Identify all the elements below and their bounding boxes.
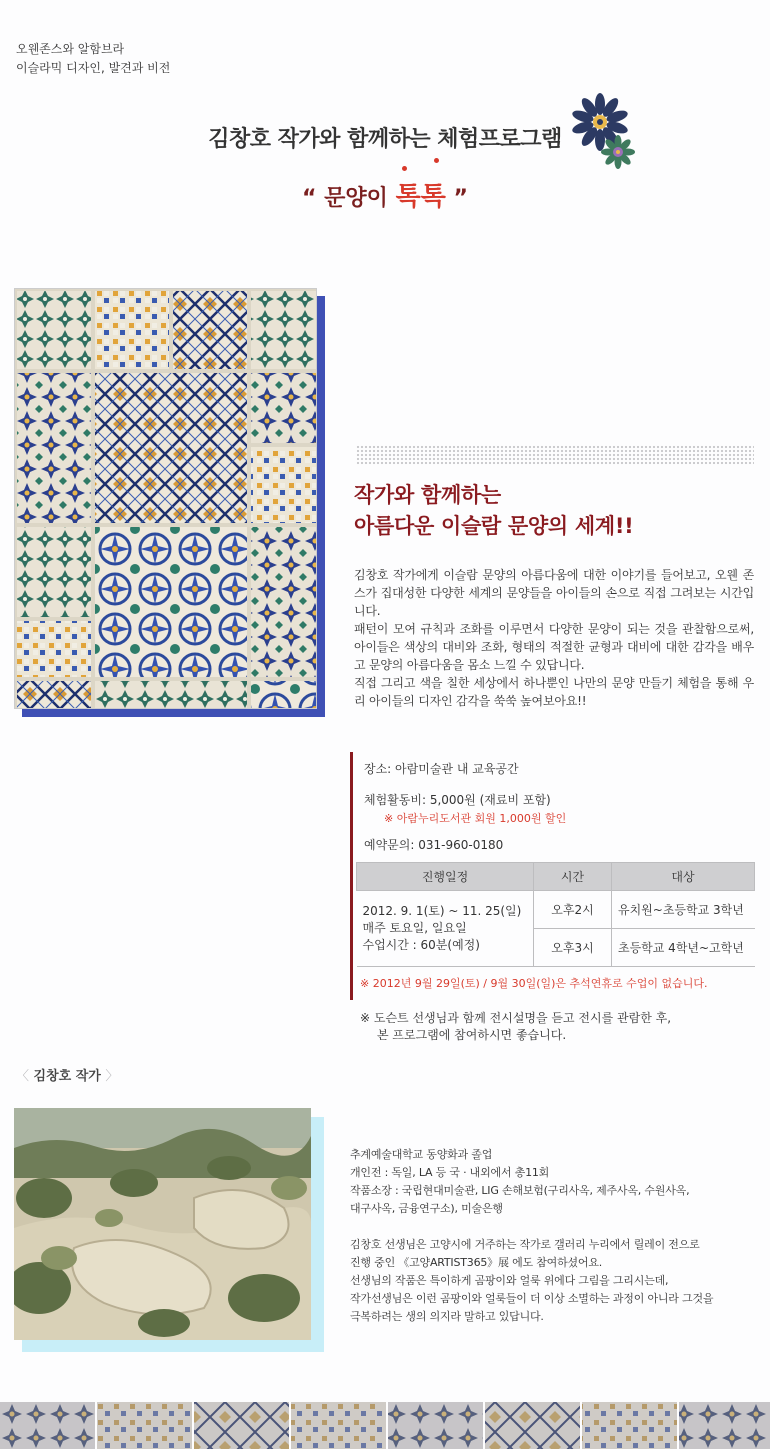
- schedule-table: [356, 862, 755, 967]
- artist-heading: [16, 1065, 118, 1084]
- accent-dot-icon: [434, 158, 439, 163]
- info-accent-bar: [350, 752, 353, 1000]
- story-line: 진행 중인 《고양ARTIST365》展 에도 참여하셨어요.: [350, 1256, 603, 1269]
- accent-dot-icon: [402, 166, 407, 171]
- intro-paragraph: 직접 그리고 색을 칠한 세상에서 하나뿐인 나만의 문양 만들기 체험을 통해 우리 아이들의 디자인 감각을 쑥쑥 높여보아요!!: [354, 676, 754, 708]
- subtitle-line-2: 이슬라믹 디자인, 발견과 비전: [16, 61, 171, 75]
- bio-line: 추계예술대학교 동양화과 졸업: [350, 1148, 493, 1161]
- table-row: [357, 891, 755, 929]
- subtitle-line-1: 오웬존스와 알함브라: [16, 42, 125, 56]
- artist-name: 김창호 작가: [33, 1069, 101, 1084]
- info-place: 장소: 아람미술관 내 교육공간: [364, 762, 519, 776]
- quote-close: ”: [453, 186, 468, 211]
- story-line: 극복하려는 생의 의지라 말하고 있답니다.: [350, 1310, 544, 1323]
- exhibition-subtitle: [16, 40, 170, 78]
- schedule-header-row: [357, 863, 755, 891]
- period-line: 매주 토요일, 일요일: [362, 921, 467, 935]
- slogan-text: 문양이: [324, 186, 388, 211]
- info-fee: 체험활동비: 5,000원 (재료비 포함): [364, 793, 551, 807]
- dotted-divider: [356, 445, 754, 465]
- quote-open: “: [302, 186, 317, 211]
- holiday-notice: ※ 2012년 9월 29일(토) / 9월 30일(일)은 추석연휴로 수업이 없습니다.: [360, 977, 708, 990]
- page-title: 김창호 작가와 함께하는 체험프로그램: [208, 127, 562, 152]
- schedule-period: [357, 891, 534, 967]
- story-line: 선생님의 작품은 특이하게 곰팡이와 얼룩 위에다 그림을 그리시는데,: [350, 1274, 669, 1287]
- info-fee-note: ※ 아람누리도서관 회원 1,000원 할인: [384, 812, 567, 825]
- period-line: 2012. 9. 1(토) ~ 11. 25(일): [362, 904, 522, 918]
- chevron-left-icon: 〈: [16, 1069, 30, 1084]
- schedule-time: 오후2시: [534, 891, 612, 929]
- schedule-time: 오후3시: [534, 929, 612, 967]
- slogan-accent-text: 톡톡: [395, 182, 446, 212]
- heading-line-2: 아름다운 이슬람 문양의 세계!!: [354, 514, 634, 538]
- bio-line: 대구사옥, 금융연구소), 미술은행: [350, 1202, 503, 1215]
- slogan-accent: [396, 176, 446, 213]
- story-line: 김창호 선생님은 고양시에 거주하는 작가로 갤러리 누리에서 릴레이 전으로: [350, 1238, 700, 1251]
- bio-line: 개인전 : 독일, LA 등 국 · 내외에서 총11회: [350, 1166, 550, 1179]
- program-slogan: [0, 176, 770, 213]
- docent-line-1: ※ 도슨트 선생님과 함께 전시설명을 듣고 전시를 관람한 후,: [360, 1011, 672, 1025]
- chevron-right-icon: 〉: [105, 1069, 119, 1084]
- docent-notice: [360, 1010, 671, 1044]
- islamic-tile-image: [14, 288, 317, 709]
- col-header-time: 시간: [534, 863, 612, 891]
- info-contact: 예약문의: 031-960-0180: [364, 838, 504, 852]
- col-header-period: 진행일정: [357, 863, 534, 891]
- heading-line-1: 작가와 함께하는: [354, 483, 501, 507]
- intro-paragraphs: [354, 566, 754, 710]
- intro-paragraph: 김창호 작가에게 이슬람 문양의 아름다움에 대한 이야기를 들어보고, 오웬 존스가 집대성한 다양한 세계의 문양들을 아이들의 손으로 직접 그려보는 시간입니다.: [354, 568, 754, 618]
- artist-landscape-painting: [14, 1108, 311, 1340]
- bio-line: 작품소장 : 국립현대미술관, LIG 손해보험(구리사옥, 제주사옥, 수원사옥,: [350, 1184, 690, 1197]
- period-line: 수업시간 : 60분(예정): [362, 938, 480, 952]
- tile-pattern-strip: [0, 1402, 770, 1449]
- docent-line-2: 본 프로그램에 참여하시면 좋습니다.: [377, 1028, 567, 1042]
- story-line: 작가선생님은 이런 곰팡이와 얼룩들이 더 이상 소멸하는 과정이 아니라 그것을: [350, 1292, 714, 1305]
- col-header-target: 대상: [612, 863, 755, 891]
- artist-bio: [350, 1146, 760, 1326]
- intro-paragraph: 패턴이 모여 규칙과 조화를 이루면서 다양한 문양이 되는 것을 관찰함으로써, 아이들은 색상의 대비와 조화, 형태의 적절한 균형과 대비에 대한 감각을 배우고 문양의 아름다움을 몸소 느낄 수 있답니다.: [354, 622, 754, 672]
- schedule-target: 초등학교 4학년~고학년: [612, 929, 755, 967]
- schedule-target: 유치원~초등학교 3학년: [612, 891, 755, 929]
- spacer: [350, 1218, 760, 1236]
- section-heading: [354, 480, 633, 542]
